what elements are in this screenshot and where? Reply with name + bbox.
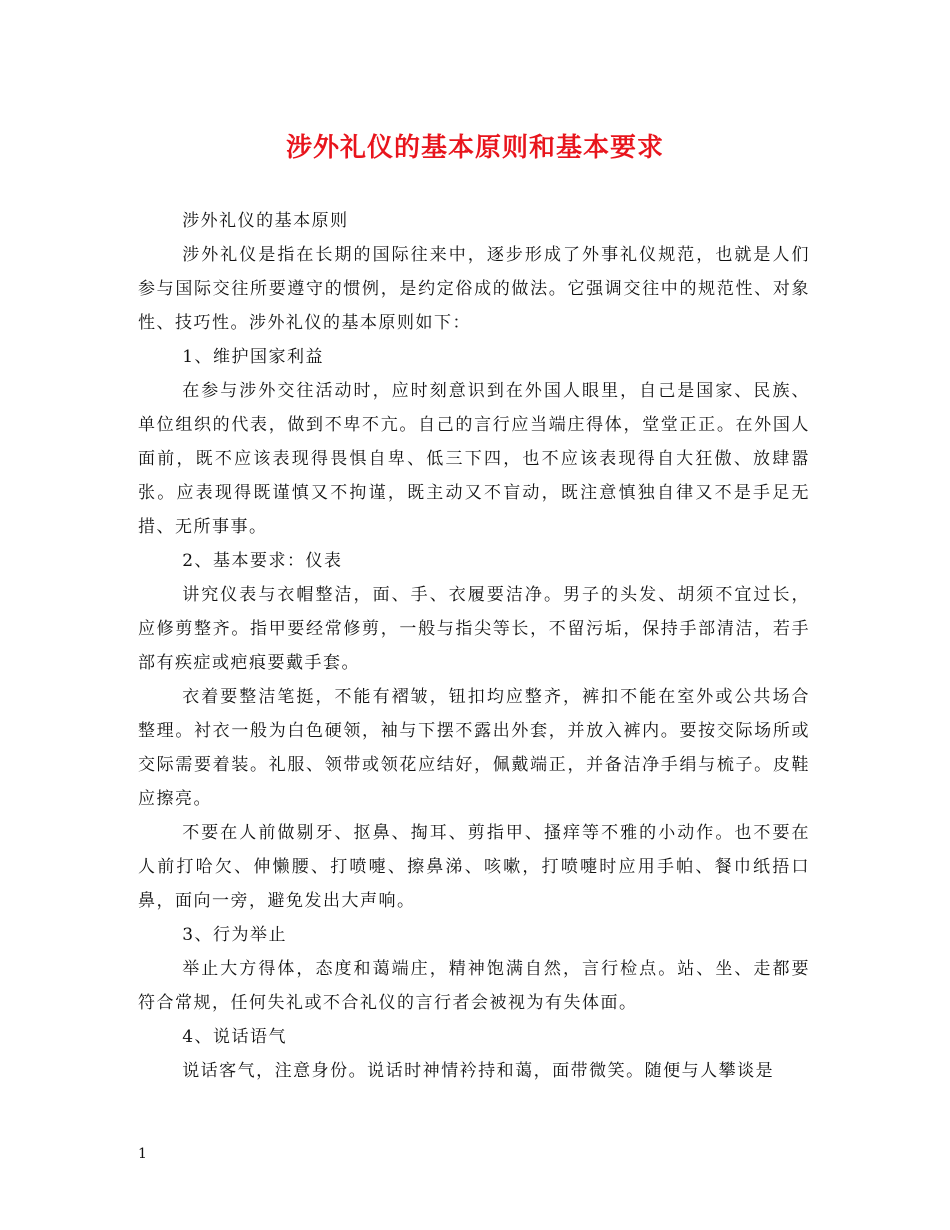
body-paragraph: 说话客气，注意身份。说话时神情衿持和蔼，面带微笑。随便与人攀谈是 — [182, 1061, 775, 1081]
section-heading: 1、维护国家利益 — [182, 347, 325, 367]
body-paragraph: 衣着要整洁笔挺，不能有褶皱，钮扣均应整齐，裤扣不能在室外或公共场合整理。衬衣一般为白色硬领，袖与下摆不露出外套，并放入裤内。要按交际场所或交际需要着装。礼服、领带或领花应结好，佩戴端正，并备洁净手绢与梳子。皮鞋应擦亮。 — [138, 687, 810, 809]
document-title: 涉外礼仪的基本原则和基本要求 — [285, 133, 664, 163]
body-paragraph: 举止大方得体，态度和蔼端庄，精神饱满自然，言行检点。站、坐、走都要符合常规，任何失礼或不合礼仪的言行者会被视为有失体面。 — [138, 959, 810, 1013]
body-paragraph: 不要在人前做剔牙、抠鼻、掏耳、剪指甲、搔痒等不雅的小动作。也不要在人前打哈欠、伸懒腰、打喷嚏、擦鼻涕、咳嗽，打喷嚏时应用手帕、餐巾纸捂口鼻，面向一旁，避免发出大声响。 — [138, 823, 810, 911]
section-heading: 3、行为举止 — [182, 925, 288, 945]
body-paragraph: 在参与涉外交往活动时，应时刻意识到在外国人眼里，自己是国家、民族、单位组织的代表，做到不卑不亢。自己的言行应当端庄得体，堂堂正正。在外国人面前，既不应该表现得畏惧自卑、低三下四，也不应该表现得自大狂傲、放肆嚣张。应表现得既谨慎又不拘谨，既主动又不盲动，既注意慎独自律又不是手足无措、无所事事。 — [138, 381, 810, 537]
document-body — [138, 204, 810, 1088]
body-paragraph: 讲究仪表与衣帽整洁，面、手、衣履要洁净。男子的头发、胡须不宜过长，应修剪整齐。指甲要经常修剪，一般与指尖等长，不留污垢，保持手部清洁，若手部有疾症或疤痕要戴手套。 — [138, 585, 810, 673]
section-heading: 2、基本要求：仪表 — [182, 551, 343, 571]
section-heading: 4、说话语气 — [182, 1027, 288, 1047]
page-number: 1 — [138, 1146, 147, 1162]
body-paragraph: 涉外礼仪是指在长期的国际往来中，逐步形成了外事礼仪规范，也就是人们参与国际交往所要遵守的惯例，是约定俗成的做法。它强调交往中的规范性、对象性、技巧性。涉外礼仪的基本原则如下： — [138, 245, 810, 333]
body-paragraph: 涉外礼仪的基本原则 — [182, 211, 349, 231]
